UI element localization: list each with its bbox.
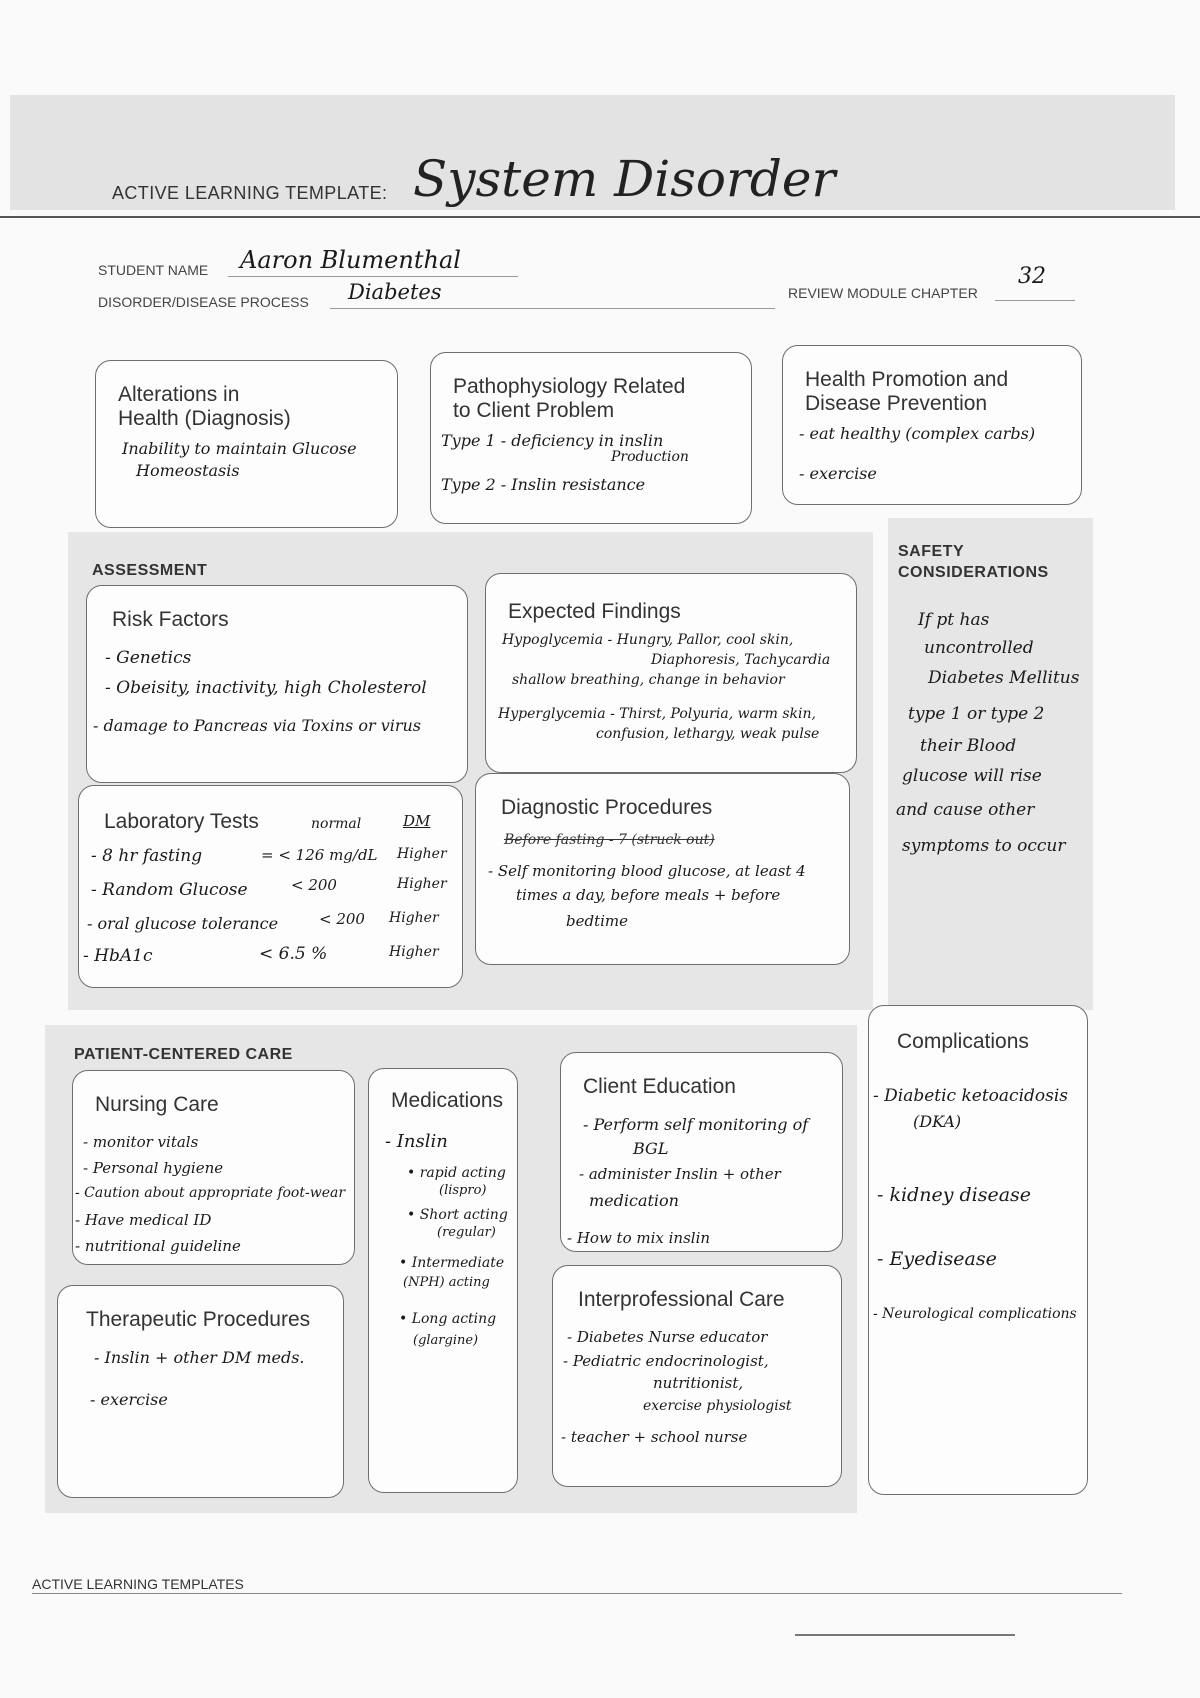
complications-line-4: - Eyedisease: [877, 1248, 997, 1270]
lab-normal: < 6.5 %: [259, 944, 328, 964]
diagnostic-procedures-box: [475, 773, 850, 965]
nursing-care-box: [72, 1070, 355, 1265]
safety-label: [898, 542, 1049, 584]
header-rule: [0, 216, 1200, 218]
diagnostic-line-2: times a day, before meals + before: [516, 886, 781, 904]
client-education-title: Client Education: [583, 1075, 736, 1098]
health-promotion-title-2: Disease Prevention: [805, 392, 988, 416]
safety-label-1: SAFETY: [898, 543, 965, 560]
pathophysiology-line-3: Type 2 - Inslin resistance: [441, 475, 646, 494]
nursing-care-line-2: - Personal hygiene: [83, 1159, 224, 1177]
expected-findings-line-2: Diaphoresis, Tachycardia: [651, 652, 831, 668]
complications-line-1: - Diabetic ketoacidosis: [873, 1086, 1069, 1106]
pathophysiology-line-2: Production: [611, 449, 689, 465]
chapter-label: REVIEW MODULE CHAPTER: [788, 285, 978, 301]
safety-line-3: Diabetes Mellitus: [928, 668, 1080, 688]
interprofessional-line-5: - teacher + school nurse: [561, 1428, 748, 1446]
lab-normal: < 200: [291, 876, 337, 894]
footer-rule: [32, 1593, 1122, 1594]
laboratory-tests-title: Laboratory Tests: [104, 810, 259, 833]
interprofessional-line-2: - Pediatric endocrinologist,: [563, 1352, 769, 1370]
page-title: System Disorder: [413, 150, 836, 208]
expected-findings-line-3: shallow breathing, change in behavior: [512, 672, 785, 688]
safety-line-1: If pt has: [918, 610, 990, 630]
expected-findings-line-5: confusion, lethargy, weak pulse: [596, 726, 820, 742]
medications-line-9: (glargine): [413, 1333, 479, 1348]
lab-test: - Random Glucose: [91, 880, 248, 900]
alterations-title-1: Alterations in: [118, 383, 240, 406]
client-education-box: [560, 1052, 843, 1252]
lab-dm: Higher: [389, 910, 439, 926]
complications-line-3: - kidney disease: [877, 1184, 1032, 1206]
diagnostic-procedures-title: Diagnostic Procedures: [501, 796, 713, 819]
disorder-label: DISORDER/DISEASE PROCESS: [98, 294, 309, 310]
lab-col-dm: DM: [403, 812, 431, 830]
alterations-box: [95, 360, 398, 528]
safety-line-5: their Blood: [920, 736, 1017, 756]
complications-title: Complications: [897, 1030, 1029, 1053]
therapeutic-procedures-box: [57, 1285, 344, 1498]
medications-line-8: • Long acting: [399, 1311, 497, 1327]
medications-line-5: (regular): [437, 1225, 496, 1240]
client-education-line-4: medication: [589, 1191, 679, 1210]
medications-line-6: • Intermediate: [399, 1255, 505, 1271]
client-education-line-3: - administer Inslin + other: [579, 1165, 781, 1183]
alterations-title-2: Health (Diagnosis): [118, 407, 291, 431]
interprofessional-line-3: nutritionist,: [653, 1374, 744, 1392]
template-label: ACTIVE LEARNING TEMPLATE:: [112, 183, 388, 203]
interprofessional-care-box: [552, 1265, 842, 1487]
lab-normal: < 200: [319, 910, 365, 928]
client-education-line-1: - Perform self monitoring of: [583, 1115, 809, 1134]
diagnostic-line-3: bedtime: [566, 912, 629, 930]
footer-label: ACTIVE LEARNING TEMPLATES: [32, 1576, 244, 1592]
risk-factors-line-3: - damage to Pancreas via Toxins or virus: [93, 716, 422, 735]
health-promotion-line-1: - eat healthy (complex carbs): [799, 424, 1036, 443]
expected-findings-title: Expected Findings: [508, 600, 681, 623]
lab-dm: Higher: [389, 944, 439, 960]
safety-label-2: CONSIDERATIONS: [898, 563, 1049, 581]
medications-box: [368, 1068, 518, 1493]
complications-line-2: (DKA): [913, 1112, 962, 1131]
patient-care-label: PATIENT-CENTERED CARE: [74, 1046, 293, 1063]
risk-factors-title: Risk Factors: [112, 608, 229, 631]
lab-test: - HbA1c: [83, 946, 153, 966]
medications-line-3: (lispro): [439, 1183, 487, 1198]
health-promotion-box: [782, 345, 1082, 505]
risk-factors-line-1: - Genetics: [105, 648, 192, 668]
medications-line-4: • Short acting: [407, 1207, 508, 1223]
nursing-care-title: Nursing Care: [95, 1093, 219, 1116]
interprofessional-line-1: - Diabetes Nurse educator: [567, 1328, 768, 1346]
nursing-care-line-5: - nutritional guideline: [75, 1237, 241, 1255]
medications-line-2: • rapid acting: [407, 1165, 506, 1181]
medications-line-7: (NPH) acting: [403, 1275, 490, 1290]
pathophysiology-title-2: to Client Problem: [453, 399, 615, 423]
safety-line-2: uncontrolled: [924, 638, 1034, 658]
health-promotion-line-2: - exercise: [799, 464, 877, 483]
nursing-care-line-1: - monitor vitals: [83, 1133, 199, 1151]
risk-factors-box: [86, 585, 468, 783]
pathophysiology-box: [430, 352, 752, 524]
diagnostic-struck-text: Before fasting - 7 (struck out): [504, 832, 715, 848]
expected-findings-line-1: Hypoglycemia - Hungry, Pallor, cool skin,: [502, 632, 794, 648]
lab-normal: = < 126 mg/dL: [261, 846, 378, 864]
lab-col-normal: normal: [311, 816, 362, 832]
expected-findings-box: [485, 573, 857, 773]
chapter-value: 32: [1018, 264, 1046, 289]
therapeutic-line-2: - exercise: [90, 1390, 168, 1409]
student-name-line: [228, 276, 518, 277]
complications-box: [868, 1005, 1088, 1495]
risk-factors-line-2: - Obeisity, inactivity, high Cholesterol: [105, 678, 427, 698]
safety-line-6: glucose will rise: [902, 766, 1042, 786]
chapter-line: [995, 300, 1075, 301]
diagnostic-line-1: - Self monitoring blood glucose, at least 4: [488, 862, 806, 880]
alterations-line-2: Homeostasis: [136, 461, 240, 480]
lab-dm: Higher: [397, 846, 447, 862]
medications-title: Medications: [391, 1089, 504, 1112]
client-education-line-2: BGL: [633, 1139, 669, 1158]
laboratory-tests-box: [78, 785, 463, 988]
student-name-value: Aaron Blumenthal: [240, 246, 461, 274]
alterations-line-1: Inability to maintain Glucose: [122, 439, 357, 458]
interprofessional-care-title: Interprofessional Care: [578, 1288, 785, 1311]
client-education-line-5: - How to mix inslin: [567, 1229, 711, 1247]
student-name-label: STUDENT NAME: [98, 262, 209, 278]
safety-line-7: and cause other: [896, 800, 1035, 820]
therapeutic-procedures-title: Therapeutic Procedures: [86, 1308, 311, 1331]
safety-line-8: symptoms to occur: [902, 836, 1066, 856]
disorder-line: [330, 308, 775, 309]
health-promotion-title-1: Health Promotion and: [805, 368, 1009, 391]
disorder-value: Diabetes: [348, 280, 442, 304]
expected-findings-line-4: Hyperglycemia - Thirst, Polyuria, warm skin,: [498, 706, 816, 722]
nursing-care-line-3: - Caution about appropriate foot-wear: [75, 1185, 346, 1201]
bottom-rule: [795, 1634, 1015, 1636]
lab-test: - 8 hr fasting: [91, 846, 203, 866]
safety-line-4: type 1 or type 2: [908, 704, 1045, 724]
assessment-label: ASSESSMENT: [92, 562, 208, 579]
lab-test: - oral glucose tolerance: [87, 914, 279, 933]
pathophysiology-line-1: Type 1 - deficiency in inslin: [441, 431, 664, 450]
nursing-care-line-4: - Have medical ID: [75, 1211, 212, 1229]
interprofessional-line-4: exercise physiologist: [643, 1398, 792, 1414]
pathophysiology-title-1: Pathophysiology Related: [453, 375, 686, 398]
complications-line-5: - Neurological complications: [873, 1306, 1077, 1322]
therapeutic-line-1: - Inslin + other DM meds.: [94, 1348, 305, 1367]
lab-dm: Higher: [397, 876, 447, 892]
safety-band: [888, 518, 1093, 1010]
medications-line-1: - Inslin: [385, 1131, 448, 1152]
